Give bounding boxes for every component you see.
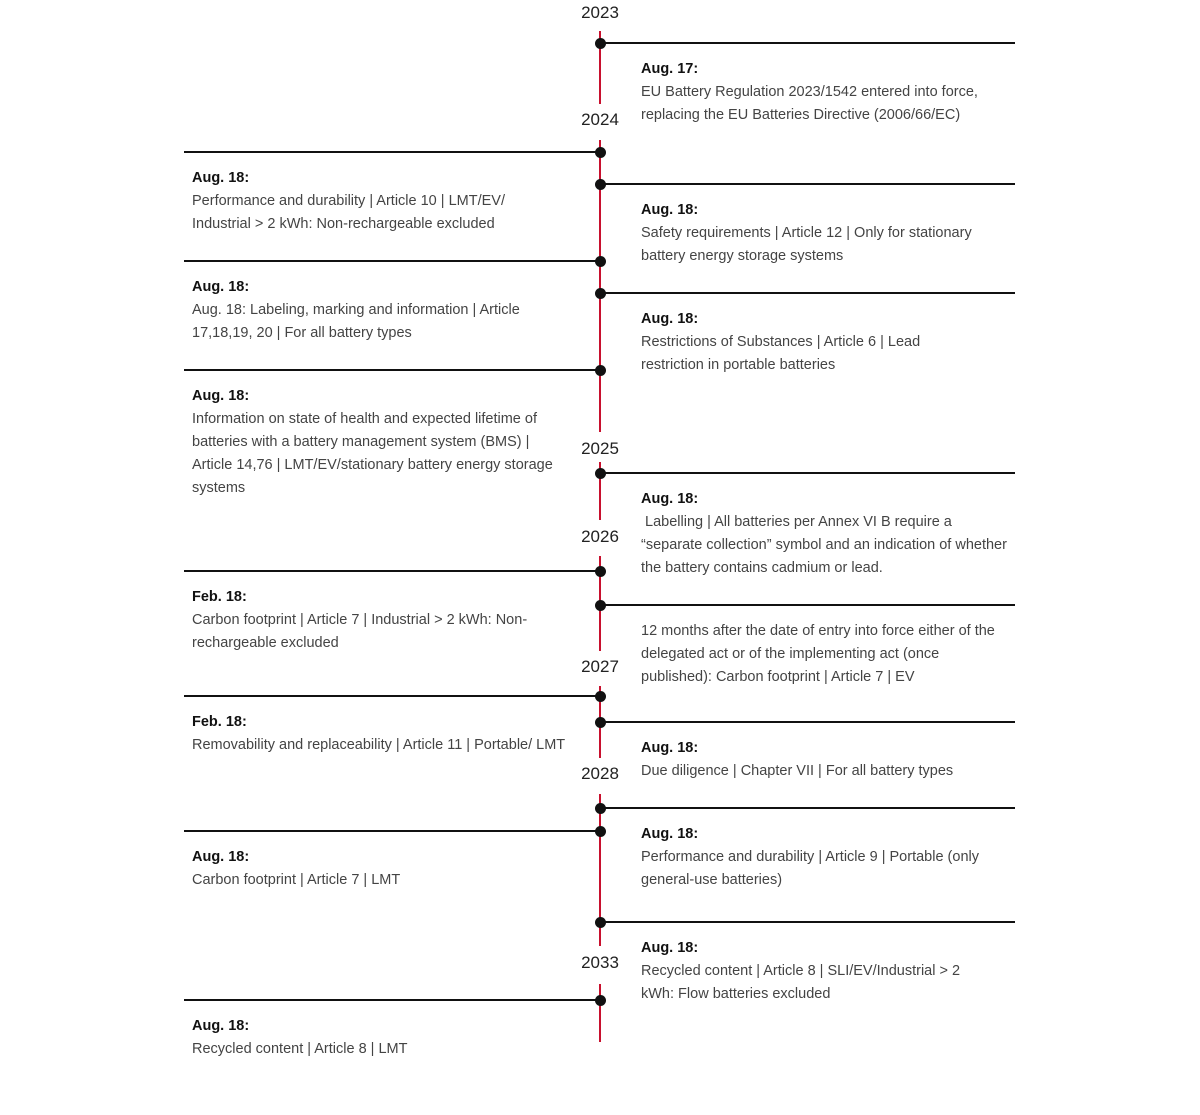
entry-date: Aug. 18:: [192, 170, 250, 186]
timeline-dot: [595, 995, 606, 1006]
timeline-dot: [595, 468, 606, 479]
entry-date: Feb. 18:: [192, 589, 247, 605]
timeline-entry: [192, 385, 567, 500]
connector-line-left: [184, 260, 600, 262]
timeline-dot: [595, 256, 606, 267]
entry-text: Performance and durability | Article 10 | LMT/EV/ Industrial > 2 kWh: Non-rechargeable excluded: [192, 193, 510, 232]
entry-text: Recycled content | Article 8 | LMT: [192, 1041, 408, 1057]
entry-date: Aug. 18:: [192, 1018, 250, 1034]
connector-line-left: [184, 151, 600, 153]
connector-line-right: [600, 472, 1015, 474]
timeline-entry: [641, 737, 1011, 783]
entry-date: Aug. 18:: [641, 740, 699, 756]
timeline-dot: [595, 38, 606, 49]
entry-date: Aug. 18:: [641, 940, 699, 956]
timeline-dot: [595, 803, 606, 814]
entry-text: Recycled content | Article 8 | SLI/EV/Industrial > 2 kWh: Flow batteries excluded: [641, 963, 965, 1002]
connector-line-right: [600, 721, 1015, 723]
entry-text: 12 months after the date of entry into force either of the delegated act or of the implementing act (once published): Carbon footprint | Article 7 | EV: [641, 623, 999, 685]
year-label-2025: 2025: [560, 438, 640, 460]
entry-text: Due diligence | Chapter VII | For all battery types: [641, 763, 954, 779]
timeline-dot: [595, 566, 606, 577]
timeline-entry: [192, 1015, 562, 1061]
year-label-2024: 2024: [560, 109, 640, 131]
entry-text: Carbon footprint | Article 7 | LMT: [192, 872, 401, 888]
timeline-dot: [595, 826, 606, 837]
connector-line-right: [600, 183, 1015, 185]
timeline-entry: [641, 823, 986, 892]
connector-line-right: [600, 292, 1015, 294]
entry-date: Aug. 18:: [641, 826, 699, 842]
timeline-entry: [192, 846, 562, 892]
entry-date: Aug. 18:: [641, 202, 699, 218]
timeline-entry: [641, 308, 971, 377]
timeline-dot: [595, 917, 606, 928]
timeline-dot: [595, 600, 606, 611]
entry-date: Aug. 18:: [192, 279, 250, 295]
connector-line-left: [184, 830, 600, 832]
year-label-2026: 2026: [560, 526, 640, 548]
entry-text: Carbon footprint | Article 7 | Industrial > 2 kWh: Non-rechargeable excluded: [192, 612, 528, 651]
connector-line-right: [600, 604, 1015, 606]
connector-line-left: [184, 570, 600, 572]
entry-date: Aug. 17:: [641, 61, 699, 77]
timeline-entry: [641, 488, 1011, 580]
timeline-entry: [641, 58, 1011, 127]
entry-text: Information on state of health and expected lifetime of batteries with a battery management system (BMS) | Article 14,76 | LMT/EV/stationary battery energy storage systems: [192, 411, 557, 496]
entry-text: Labelling | All batteries per Annex VI B require a “separate collection” symbol and an indication of whether the battery contains cadmium or lead.: [641, 514, 1011, 576]
timeline-entry: [641, 199, 1011, 268]
timeline-dot: [595, 179, 606, 190]
year-label-2028: 2028: [560, 763, 640, 785]
timeline-entry: [192, 167, 537, 236]
entry-date: Aug. 18:: [641, 491, 699, 507]
entry-text: Safety requirements | Article 12 | Only for stationary battery energy storage systems: [641, 225, 976, 264]
year-label-2033: 2033: [560, 952, 640, 974]
entry-text: EU Battery Regulation 2023/1542 entered into force, replacing the EU Batteries Directive (2006/66/EC): [641, 84, 982, 123]
entry-date: Aug. 18:: [641, 311, 699, 327]
entry-text: Removability and replaceability | Article 11 | Portable/ LMT: [192, 737, 566, 753]
connector-line-left: [184, 999, 600, 1001]
timeline-dot: [595, 717, 606, 728]
connector-line-right: [600, 807, 1015, 809]
year-label-2023: 2023: [560, 2, 640, 24]
entry-text: Performance and durability | Article 9 | Portable (only general-use batteries): [641, 849, 984, 888]
entry-date: Aug. 18:: [192, 849, 250, 865]
timeline-entry: [192, 586, 562, 655]
connector-line-right: [600, 921, 1015, 923]
connector-line-right: [600, 42, 1015, 44]
entry-text: Restrictions of Substances | Article 6 | Lead restriction in portable batteries: [641, 334, 925, 373]
connector-line-left: [184, 695, 600, 697]
timeline-entry: [192, 276, 552, 345]
timeline-dot: [595, 365, 606, 376]
year-label-2027: 2027: [560, 656, 640, 678]
timeline-dot: [595, 691, 606, 702]
entry-date: Feb. 18:: [192, 714, 247, 730]
connector-line-left: [184, 369, 600, 371]
timeline-dot: [595, 147, 606, 158]
timeline-entry: [641, 937, 991, 1006]
timeline-entry: [192, 711, 567, 757]
timeline-axis: [599, 984, 601, 1042]
timeline-entry: [641, 620, 1011, 689]
timeline-dot: [595, 288, 606, 299]
entry-date: Aug. 18:: [192, 388, 250, 404]
entry-text: Aug. 18: Labeling, marking and information | Article 17,18,19, 20 | For all battery types: [192, 302, 524, 341]
